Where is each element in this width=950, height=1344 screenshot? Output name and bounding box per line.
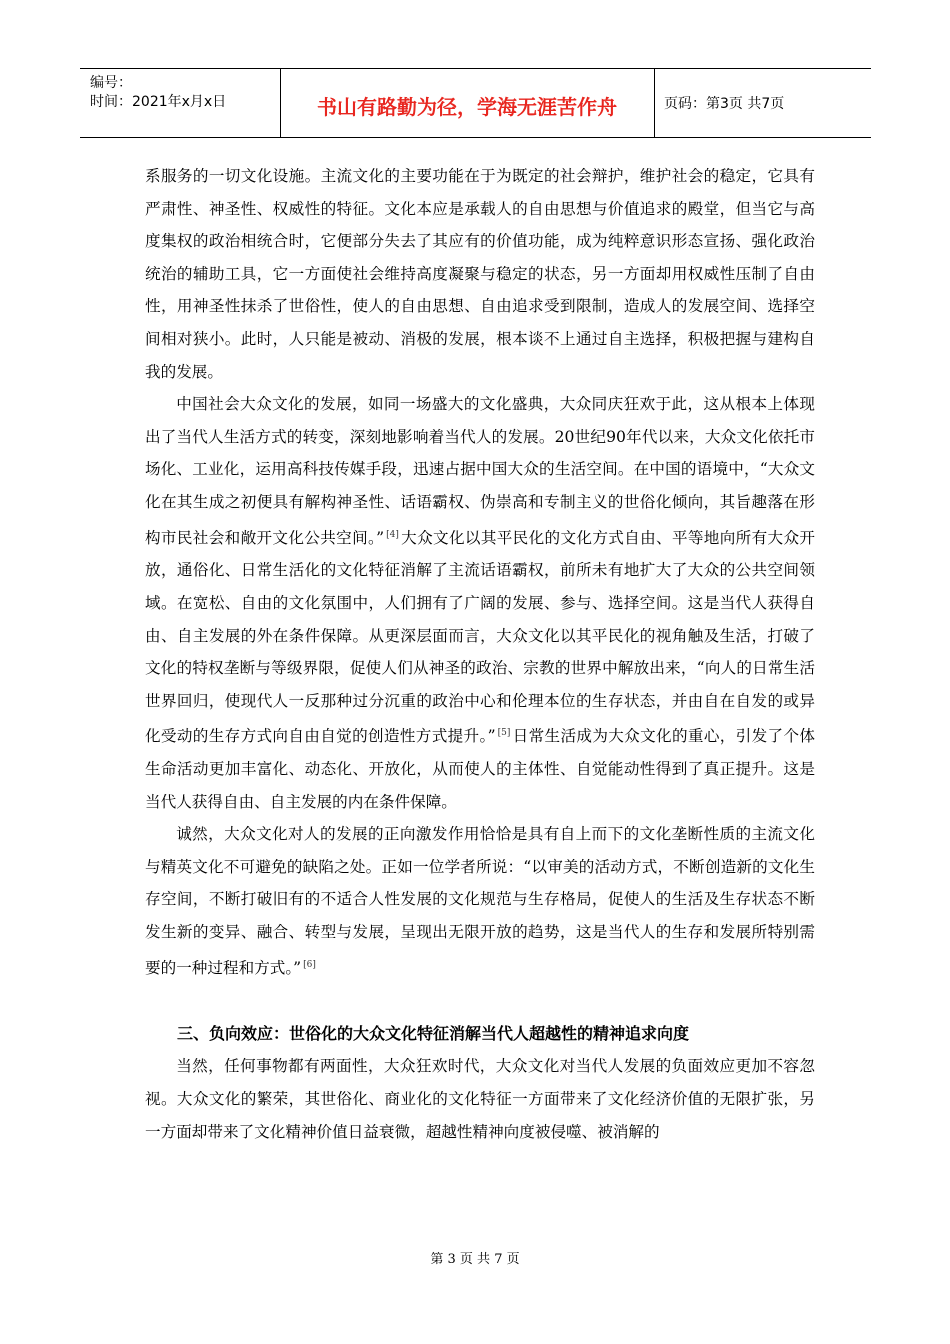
paragraph-2-part-c: 日常生活成为大众文化的重心，引发了个体生命活动更加丰富化、动态化、开放化，从而使人的主体性、自觉能动性得到了真正提升。这是当代人获得自由、自主发展的内在条件保障。 (145, 727, 815, 811)
paragraph-1: 系服务的一切文化设施。主流文化的主要功能在于为既定的社会辩护，维护社会的稳定，它具有严肃性、神圣性、权威性的特征。文化本应是承载人的自由思想与价值追求的殿堂，但当它与高度集权的政治相统合时，它便部分失去了其应有的价值功能，成为纯粹意识形态宣扬、强化政治统治的辅助工具，它一方面使社会维持高度凝聚与稳定的状态，另一方面却用权威性压制了自由性，用神圣性抹杀了世俗性，使人的自由思想、自由追求受到限制，造成人的发展空间、选择空间相对狭小。此时，人只能是被动、消极的发展，根本谈不上通过自主选择，积极把握与建构自我的发展。 (145, 167, 815, 381)
paragraph-2 (145, 388, 815, 818)
paragraph-4: 当然，任何事物都有两面性，大众狂欢时代，大众文化对当代人发展的负面效应更加不容忽视。大众文化的繁荣，其世俗化、商业化的文化特征一方面带来了文化经济价值的无限扩张，另一方面却带来了文化精神价值日益衰微，超越性精神向度被侵噬、被消解的 (145, 1057, 815, 1141)
paragraph-2-part-b: 大众文化以其平民化的文化方式自由、平等地向所有大众开放，通俗化、日常生活化的文化特征消解了主流话语霸权，前所未有地扩大了大众的公共空间领域。在宽松、自由的文化氛围中，人们拥有了广阔的发展、参与、选择空间。这是当代人获得自由、自主发展的外在条件保障。从更深层面而言，大众文化以其平民化的视角触及生活，打破了文化的特权垄断与等级界限，促使人们从神圣的政治、宗教的世界中解放出来，“向人的日常生活世界回归，使现代人一反那种过分沉重的政治中心和伦理本位的生存状态，并由自在自发的或异化受动的生存方式向自由自觉的创造性方式提升。” (145, 528, 815, 746)
paragraph-3 (145, 818, 815, 984)
citation-ref-5: [5] (497, 728, 511, 739)
page-header (80, 68, 871, 138)
number-label: 编号： (90, 75, 132, 91)
paragraph-3-text: 诚然，大众文化对人的发展的正向激发作用恰恰是具有自上而下的文化垄断性质的主流文化与精英文化不可避免的缺陷之处。正如一位学者所说：“以审美的活动方式，不断创造新的文化生存空间，不断打破旧有的不适合人性发展的文化规范与生存格局，促使人的生活及生存状态不断发生新的变异、融合、转型与发展，呈现出无限开放的趋势，这是当代人的生存和发展所特别需要的一种过程和方式。” (145, 825, 815, 977)
header-meta (80, 69, 280, 137)
paragraph-2-part-a: 中国社会大众文化的发展，如同一场盛大的文化盛典，大众同庆狂欢于此，这从根本上体现出了当代人生活方式的转变，深刻地影响着当代人的发展。20世纪90年代以来，大众文化依托市场化、工业化，运用高科技传媒手段，迅速占据中国大众的生活空间。在中国的语境中，“大众文化在其生成之初便具有解构神圣性、话语霸权、伪崇高和专制主义的世俗化倾向，其旨趣落在形构市民社会和敞开文化公共空间。” (145, 395, 815, 547)
header-motto: 书山有路勤为径，学海无涯苦作舟 (317, 95, 617, 119)
citation-ref-6: [6] (303, 959, 316, 970)
header-divider-right (654, 69, 655, 137)
citation-ref-4: [4] (386, 529, 399, 540)
header-page-info: 页码：第3页 共7页 (664, 96, 785, 112)
document-body (145, 160, 815, 1148)
page-footer: 第 3 页 共 7 页 (430, 1252, 520, 1267)
section-heading: 三、负向效应：世俗化的大众文化特征消解当代人超越性的精神追求向度 (177, 1024, 690, 1044)
time-label: 时间：2021年x月x日 (90, 94, 227, 110)
